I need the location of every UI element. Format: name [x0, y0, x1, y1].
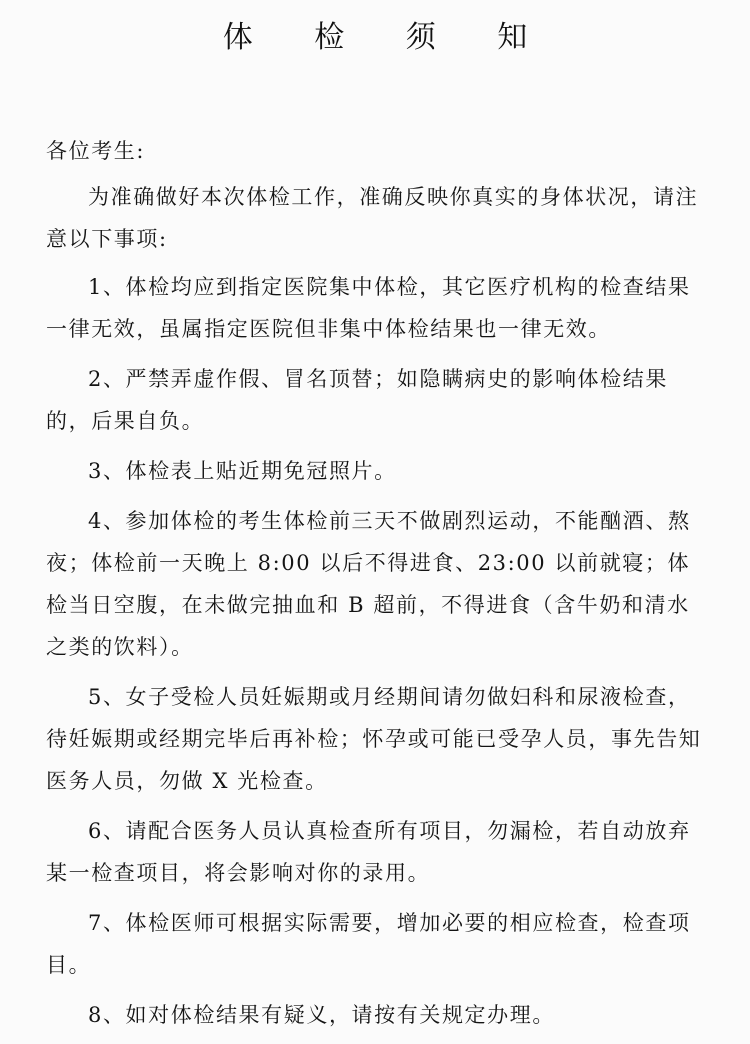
- notice-item-2: 2、严禁弄虚作假、冒名顶替；如隐瞒病史的影响体检结果的，后果自负。: [46, 367, 668, 433]
- document-body: [46, 130, 711, 1044]
- notice-item-3: 3、体检表上贴近期免冠照片。: [88, 459, 397, 483]
- notice-item-1: 1、体检均应到指定医院集中体检，其它医疗机构的检查结果一律无效，虽属指定医院但非集中体检结果也一律无效。: [46, 275, 691, 341]
- notice-item-5: 5、女子受检人员妊娠期或月经期间请勿做妇科和尿液检查，待妊娠期或经期完毕后再补检；怀孕或可能已受孕人员，事先告知医务人员，勿做 X 光检查。: [46, 685, 702, 793]
- intro-paragraph: 为准确做好本次体检工作，准确反映你真实的身体状况，请注意以下事项:: [46, 185, 699, 251]
- notice-item-8: 8、如对体检结果有疑义，请按有关规定办理。: [88, 1003, 555, 1027]
- document-title: 体 检 须 知: [222, 20, 554, 55]
- salutation: 各位考生:: [46, 139, 146, 163]
- notice-item-7: 7、体检医师可根据实际需要，增加必要的相应检查，检查项目。: [46, 911, 691, 977]
- notice-item-6: 6、请配合医务人员认真检查所有项目，勿漏检，若自动放弃某一检查项目，将会影响对你的录用。: [46, 819, 691, 885]
- notice-item-4: 4、参加体检的考生体检前三天不做剧烈运动，不能酗酒、熬夜；体检前一天晚上 8:00 以后不得进食、23:00 以前就寝；体检当日空腹，在未做完抽血和 B 超前，不得进食（含牛奶和清水之类的饮料）。: [46, 509, 691, 659]
